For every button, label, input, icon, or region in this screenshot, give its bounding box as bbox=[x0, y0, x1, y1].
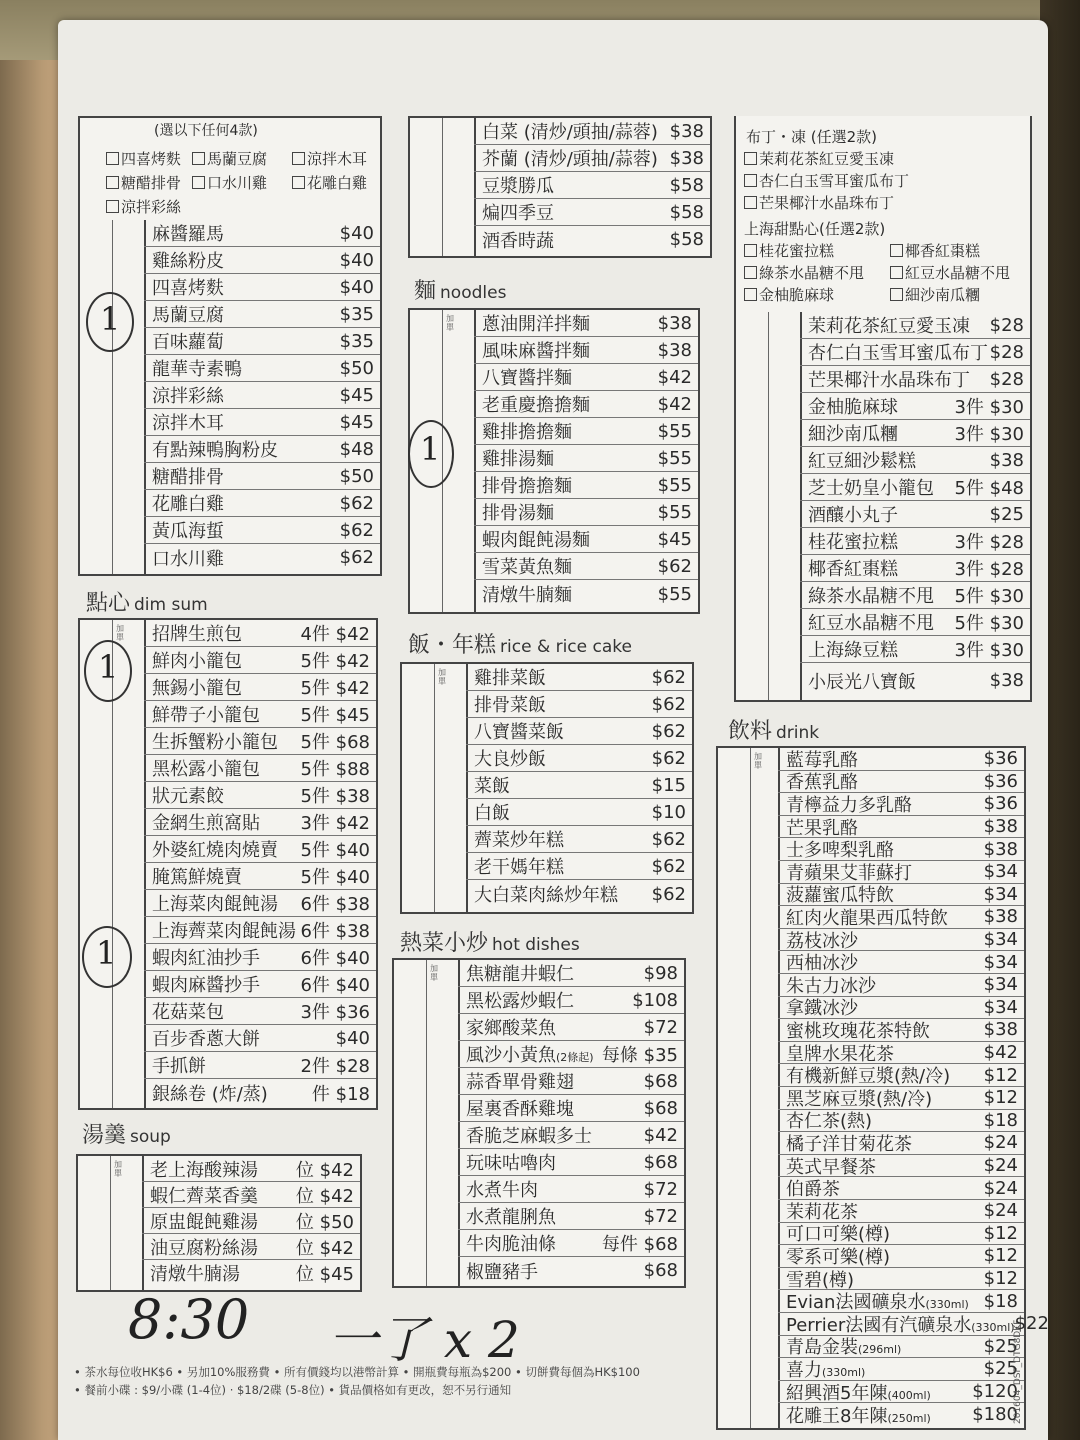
menu-item[interactable]: 花雕王8年陳(250ml) $180 bbox=[786, 1404, 1018, 1427]
menu-item[interactable]: 小辰光八寶飯 $38 bbox=[808, 670, 1024, 693]
menu-item[interactable]: 玩味咕嚕肉 $68 bbox=[458, 1149, 684, 1176]
menu-item[interactable]: 西柚冰沙 $34 bbox=[778, 951, 1024, 974]
menu-item[interactable]: 上海綠豆糕 3件 $30 bbox=[800, 636, 1030, 663]
menu-item[interactable]: 四喜烤麩 $40 bbox=[144, 274, 380, 301]
menu-item[interactable]: 排骨湯麵 $55 bbox=[474, 499, 698, 526]
menu-item[interactable]: 荔枝冰沙 $34 bbox=[778, 929, 1024, 952]
menu-item[interactable]: 香脆芝麻蝦多士 $42 bbox=[458, 1122, 684, 1149]
menu-item[interactable]: 茉莉花茶 $24 bbox=[778, 1200, 1024, 1223]
menu-item[interactable]: 酒釀小丸子 $25 bbox=[800, 501, 1030, 528]
dessert-set-box bbox=[734, 116, 1032, 314]
menu-item[interactable]: 可口可樂(樽) $12 bbox=[778, 1223, 1024, 1246]
cold-options-header: (選以下任何4款) bbox=[154, 123, 258, 139]
menu-item[interactable]: 綠茶水晶糖不甩 5件 $30 bbox=[800, 582, 1030, 609]
dessert-option[interactable]: 芒果椰汁水晶珠布丁 bbox=[744, 192, 894, 213]
order-strip: 加單 bbox=[78, 1156, 144, 1290]
dessert-option[interactable]: 椰香紅棗糕 bbox=[890, 240, 980, 261]
handwritten-note: 8:30 bbox=[128, 1288, 250, 1351]
rice-box bbox=[400, 662, 694, 914]
menu-item[interactable]: 紅豆水晶糖不甩 5件 $30 bbox=[800, 609, 1030, 636]
menu-item[interactable]: 雞絲粉皮 $40 bbox=[144, 247, 380, 274]
footer-note-1: • 茶水每位收HK$6 • 另加10%服務費 • 所有價錢均以港幣計算 • 開瓶費每瓶為$200 • 切餅費每個為HK$100 bbox=[74, 1365, 640, 1379]
menu-item[interactable]: 青蘋果艾菲蘇打 $34 bbox=[778, 861, 1024, 884]
menu-item[interactable]: 麻醬羅馬 $40 bbox=[144, 220, 380, 247]
menu-item[interactable]: 芒果乳酪 $38 bbox=[778, 816, 1024, 839]
menu-item[interactable]: 拿鐵冰沙 $34 bbox=[778, 997, 1024, 1020]
menu-item[interactable]: 焦糖龍井蝦仁 $98 bbox=[458, 960, 684, 987]
order-strip: 加單 bbox=[410, 310, 476, 612]
cold-option[interactable]: 糖醋排骨 bbox=[106, 172, 181, 193]
menu-item[interactable]: 水煮牛肉 $72 bbox=[458, 1176, 684, 1203]
menu-item[interactable]: 八寶醬菜飯 $62 bbox=[466, 718, 692, 745]
menu-item[interactable]: 紹興酒5年陳(400ml) $120 bbox=[778, 1381, 1024, 1404]
menu-item[interactable]: 酒香時蔬 $58 bbox=[482, 229, 704, 252]
dessert-option[interactable]: 金柚脆麻球 bbox=[744, 284, 834, 305]
dessert-option[interactable]: 杏仁白玉雪耳蜜瓜布丁 bbox=[744, 170, 909, 191]
drinks-title: 飲料 drink bbox=[728, 719, 820, 744]
cold-option[interactable]: 馬蘭豆腐 bbox=[192, 148, 267, 169]
menu-item[interactable]: 黃瓜海蜇 $62 bbox=[144, 517, 380, 544]
rice-title: 飯・年糕 rice & rice cake bbox=[408, 633, 632, 658]
menu-item[interactable]: 芝士奶皇小籠包 5件 $48 bbox=[800, 474, 1030, 501]
menu-item[interactable]: 薺菜炒年糕 $62 bbox=[466, 826, 692, 853]
menu-item[interactable]: 雪碧(樽) $12 bbox=[778, 1268, 1024, 1291]
menu-item[interactable]: 招牌生煎包 4件 $42 bbox=[144, 620, 376, 647]
dessert-option[interactable]: 細沙南瓜糰 bbox=[890, 284, 980, 305]
drinks-box bbox=[716, 746, 1049, 1430]
cold-option[interactable]: 涼拌彩絲 bbox=[106, 196, 181, 217]
menu-item[interactable]: 士多啤梨乳酪 $38 bbox=[778, 838, 1024, 861]
dessert-option[interactable]: 綠茶水晶糖不甩 bbox=[744, 262, 864, 283]
menu-item[interactable]: 馬蘭豆腐 $35 bbox=[144, 301, 380, 328]
menu-item[interactable]: 清燉牛腩湯 位 $45 bbox=[150, 1264, 354, 1285]
menu-item[interactable]: 上海薺菜肉餛飩湯 6件 $38 bbox=[144, 917, 376, 944]
menu-item[interactable]: 百步香蔥大餅 $40 bbox=[144, 1025, 376, 1052]
menu-item[interactable]: 桂花蜜拉糕 3件 $28 bbox=[800, 528, 1030, 555]
menu-item[interactable]: 蔥油開洋拌麵 $38 bbox=[474, 310, 698, 337]
menu-item[interactable]: 大良炒飯 $62 bbox=[466, 745, 692, 772]
menu-item[interactable]: 椰香紅棗糕 3件 $28 bbox=[800, 555, 1030, 582]
menu-item[interactable]: 伯爵茶 $24 bbox=[778, 1177, 1024, 1200]
menu-item[interactable]: 青島金裝(296ml) $25 bbox=[778, 1336, 1024, 1359]
menu-item[interactable]: 白菜 (清炒/頭抽/蒜蓉) $38 bbox=[474, 118, 710, 145]
order-strip: 加單 bbox=[394, 960, 460, 1286]
menu-item[interactable]: 鮮帶子小籠包 5件 $45 bbox=[144, 701, 376, 728]
menu-item[interactable]: 菜飯 $15 bbox=[466, 772, 692, 799]
order-strip: 加單 bbox=[402, 664, 468, 912]
hot-box bbox=[392, 958, 686, 1288]
handwritten-mark: 1 bbox=[100, 300, 121, 338]
menu-item[interactable]: 屋裏香酥雞塊 $68 bbox=[458, 1095, 684, 1122]
menu-item[interactable]: 狀元素餃 5件 $38 bbox=[144, 782, 376, 809]
cold-option[interactable]: 口水川雞 bbox=[192, 172, 267, 193]
menu-item[interactable]: 煸四季豆 $58 bbox=[474, 199, 710, 226]
menu-item[interactable]: 花菇菜包 3件 $36 bbox=[144, 998, 376, 1025]
cold-items bbox=[80, 220, 380, 574]
menu-item[interactable]: 朱古力冰沙 $34 bbox=[778, 974, 1024, 997]
menu-item[interactable]: 蝦仁薺菜香羹 位 $42 bbox=[142, 1182, 360, 1208]
order-strip bbox=[80, 220, 146, 574]
cold-option[interactable]: 四喜烤麩 bbox=[106, 148, 181, 169]
menu-item[interactable]: 雪菜黃魚麵 $62 bbox=[474, 553, 698, 580]
handwritten-mark: 1 bbox=[96, 934, 117, 972]
menu-item[interactable]: 蝦肉餛飩湯麵 $45 bbox=[474, 526, 698, 553]
menu-item[interactable]: 百味蘿蔔 $35 bbox=[144, 328, 380, 355]
dessert-option[interactable]: 桂花蜜拉糕 bbox=[744, 240, 834, 261]
menu-item[interactable]: 杏仁白玉雪耳蜜瓜布丁 $28 bbox=[800, 339, 1030, 366]
menu-item[interactable]: 杏仁茶(熱) $18 bbox=[778, 1110, 1024, 1133]
menu-item[interactable]: 外婆紅燒肉燒賣 5件 $40 bbox=[144, 836, 376, 863]
menu-item[interactable]: 家鄉酸菜魚 $72 bbox=[458, 1014, 684, 1041]
menu-item[interactable]: 腌篤鮮燒賣 5件 $40 bbox=[144, 863, 376, 890]
soup-title: 湯羹 soup bbox=[82, 1123, 171, 1148]
menu-item[interactable]: 上海菜肉餛飩湯 6件 $38 bbox=[144, 890, 376, 917]
menu-item[interactable]: 紅肉火龍果西瓜特飲 $38 bbox=[778, 906, 1024, 929]
menu-item[interactable]: 金網生煎窩貼 3件 $42 bbox=[144, 809, 376, 836]
menu-item[interactable]: 菠蘿蜜瓜特飲 $34 bbox=[778, 884, 1024, 907]
hot-title: 熱菜小炒 hot dishes bbox=[400, 931, 580, 956]
menu-item[interactable]: 老上海酸辣湯 位 $42 bbox=[142, 1156, 360, 1182]
cold-option[interactable]: 花雕白雞 bbox=[292, 172, 367, 193]
handwritten-note: 一了 x 2 bbox=[328, 1311, 520, 1369]
menu-item[interactable]: 蜜桃玫瑰花茶特飲 $38 bbox=[778, 1019, 1024, 1042]
menu-item[interactable]: 芥蘭 (清炒/頭抽/蒜蓉) $38 bbox=[474, 145, 710, 172]
menu-sheet bbox=[58, 20, 1048, 1440]
menu-item[interactable]: 老干媽年糕 $62 bbox=[466, 853, 692, 880]
footer-note-2: • 餐前小碟 : $9/小碟 (1-4位) · $18/2碟 (5-8位) • 貨品價格如有更改，恕不另行通知 bbox=[74, 1383, 512, 1397]
menu-item[interactable]: 鮮肉小籠包 5件 $42 bbox=[144, 647, 376, 674]
menu-item[interactable]: 涼拌木耳 $45 bbox=[144, 409, 380, 436]
menu-item[interactable]: 排骨擔擔麵 $55 bbox=[474, 472, 698, 499]
menu-item[interactable]: 香蕉乳酪 $36 bbox=[778, 771, 1024, 794]
menu-item[interactable]: 白飯 $10 bbox=[466, 799, 692, 826]
desserts-box bbox=[734, 312, 1032, 702]
menu-item[interactable]: 黑松露小籠包 5件 $88 bbox=[144, 755, 376, 782]
menu-item[interactable]: 英式早餐茶 $24 bbox=[778, 1155, 1024, 1178]
dessert-option[interactable]: 茉莉花茶紅豆愛玉凍 bbox=[744, 148, 894, 169]
menu-item[interactable]: 手抓餅 2件 $28 bbox=[144, 1052, 376, 1079]
menu-item[interactable]: 風沙小黃魚(2條起) 每條 $35 bbox=[458, 1041, 684, 1068]
menu-item[interactable]: 龍華寺素鴨 $50 bbox=[144, 355, 380, 382]
menu-item[interactable]: 蒜香單骨雞翅 $68 bbox=[458, 1068, 684, 1095]
menu-item[interactable]: 細沙南瓜糰 3件 $30 bbox=[800, 420, 1030, 447]
menu-item[interactable]: Perrier法國有汽礦泉水(330ml) $22 bbox=[778, 1313, 1024, 1336]
menu-item[interactable]: 蝦肉紅油抄手 6件 $40 bbox=[144, 944, 376, 971]
menu-item[interactable]: 黑松露炒蝦仁 $108 bbox=[458, 987, 684, 1014]
menu-item[interactable]: 蝦肉麻醬抄手 6件 $40 bbox=[144, 971, 376, 998]
menu-item[interactable]: 紅豆細沙鬆糕 $38 bbox=[800, 447, 1030, 474]
menu-item[interactable]: 豆漿勝瓜 $58 bbox=[474, 172, 710, 199]
menu-item[interactable]: 青檸益力多乳酪 $36 bbox=[778, 793, 1024, 816]
menu-item[interactable]: 芒果椰汁水晶珠布丁 $28 bbox=[800, 366, 1030, 393]
menu-item[interactable]: 黑芝麻豆漿(熱/冷) $12 bbox=[778, 1087, 1024, 1110]
soup-box bbox=[76, 1154, 362, 1292]
menu-item[interactable]: Evian法國礦泉水(330ml) $18 bbox=[778, 1290, 1024, 1313]
menu-item[interactable]: 橘子洋甘菊花茶 $24 bbox=[778, 1132, 1024, 1155]
menu-item[interactable]: 皇牌水果花茶 $42 bbox=[778, 1042, 1024, 1065]
handwritten-mark: 1 bbox=[420, 430, 441, 468]
menu-item[interactable]: 花雕白雞 $62 bbox=[144, 490, 380, 517]
menu-item[interactable]: 水煮龍脷魚 $72 bbox=[458, 1203, 684, 1230]
menu-item[interactable]: 牛肉脆油條 每件 $68 bbox=[458, 1230, 684, 1257]
menu-item[interactable]: 有點辣鴨胸粉皮 $48 bbox=[144, 436, 380, 463]
menu-item[interactable]: 大白菜肉絲炒年糕 $62 bbox=[474, 883, 686, 906]
menu-item[interactable]: 風味麻醬拌麵 $38 bbox=[474, 337, 698, 364]
menu-item[interactable]: 生拆蟹粉小籠包 5件 $68 bbox=[144, 728, 376, 755]
menu-item[interactable]: 油豆腐粉絲湯 位 $42 bbox=[142, 1234, 360, 1260]
order-strip bbox=[736, 312, 802, 700]
dimsum-title: 點心 dim sum bbox=[86, 591, 208, 616]
menu-item[interactable]: 清燉牛腩麵 $55 bbox=[482, 583, 692, 606]
print-code: 201604_DSF_DTG8DKF bbox=[1013, 1319, 1023, 1424]
menu-item[interactable]: 椒鹽豬手 $68 bbox=[466, 1260, 678, 1283]
vegetables-box bbox=[408, 116, 712, 258]
menu-item[interactable]: 無錫小籠包 5件 $42 bbox=[144, 674, 376, 701]
dessert-option[interactable]: 紅豆水晶糖不甩 bbox=[890, 262, 1010, 283]
menu-item[interactable]: 糖醋排骨 $50 bbox=[144, 463, 380, 490]
menu-item[interactable]: 雞排湯麵 $55 bbox=[474, 445, 698, 472]
menu-item[interactable]: 喜力(330ml) $25 bbox=[778, 1358, 1024, 1381]
menu-item[interactable]: 涼拌彩絲 $45 bbox=[144, 382, 380, 409]
order-strip: 加單 bbox=[718, 748, 780, 1428]
menu-item[interactable]: 排骨菜飯 $62 bbox=[466, 691, 692, 718]
menu-item[interactable]: 金柚脆麻球 3件 $30 bbox=[800, 393, 1030, 420]
noodles-title: 麵 noodles bbox=[414, 279, 507, 304]
cold-option[interactable]: 涼拌木耳 bbox=[292, 148, 367, 169]
dessert-set-header-1: 布丁・凍 (任選2款) bbox=[746, 128, 878, 146]
menu-item[interactable]: 雞排擔擔麵 $55 bbox=[474, 418, 698, 445]
menu-item[interactable]: 茉莉花茶紅豆愛玉凍 $28 bbox=[800, 312, 1030, 339]
menu-item[interactable]: 原盅餛飩雞湯 位 $50 bbox=[142, 1208, 360, 1234]
menu-item[interactable]: 銀絲卷 (炸/蒸) 件 $18 bbox=[152, 1083, 370, 1105]
menu-item[interactable]: 口水川雞 $62 bbox=[152, 547, 374, 570]
menu-item[interactable]: 老重慶擔擔麵 $42 bbox=[474, 391, 698, 418]
menu-item[interactable]: 零系可樂(樽) $12 bbox=[778, 1245, 1024, 1268]
order-strip: 加單 bbox=[80, 620, 146, 1108]
menu-item[interactable]: 八寶醬拌麵 $42 bbox=[474, 364, 698, 391]
menu-item[interactable]: 藍莓乳酪 $36 bbox=[778, 748, 1024, 771]
order-strip bbox=[410, 118, 476, 256]
dessert-set-header-2: 上海甜點心(任選2款) bbox=[744, 220, 886, 238]
menu-item[interactable]: 雞排菜飯 $62 bbox=[466, 664, 692, 691]
menu-item[interactable]: 有機新鮮豆漿(熱/冷) $12 bbox=[778, 1064, 1024, 1087]
handwritten-mark: 1 bbox=[98, 648, 119, 686]
